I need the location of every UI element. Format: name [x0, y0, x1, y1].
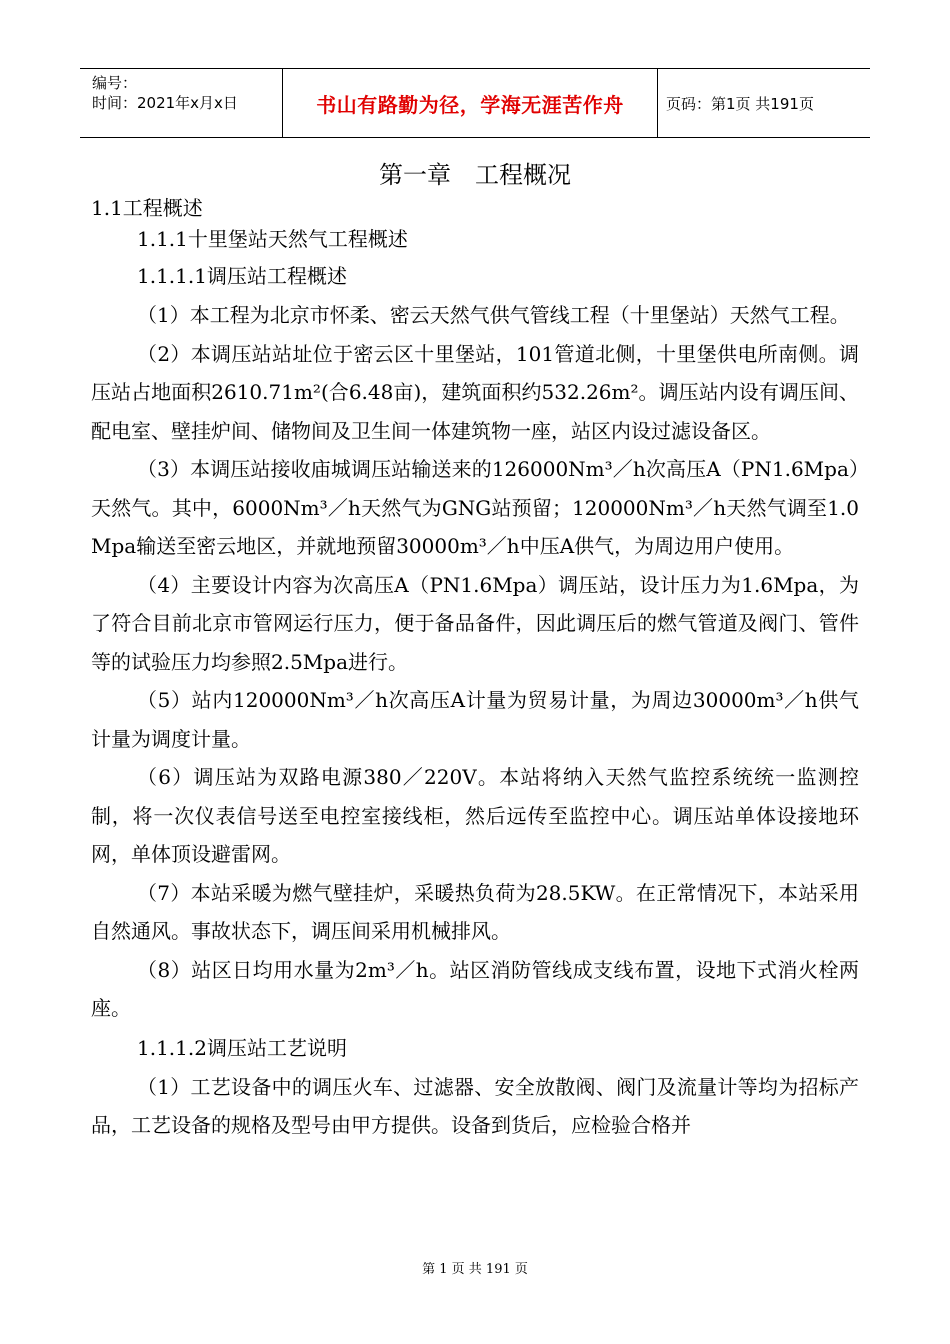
- paragraph: （5）站内120000Nm³／h次高压A计量为贸易计量，为周边30000m³／h供气计量为调度计量。: [91, 688, 859, 751]
- paragraph: （1）本工程为北京市怀柔、密云天然气供气管线工程（十里堡站）天然气工程。: [137, 303, 850, 327]
- document-body: [91, 156, 859, 1145]
- paragraph: （7）本站采暖为燃气壁挂炉，采暖热负荷为28.5KW。在正常情况下，本站采用自然通风。事故状态下，调压间采用机械排风。: [91, 880, 859, 943]
- paragraph: （8）站区日均用水量为2m³／h。站区消防管线成支线布置，设地下式消火栓两座。: [91, 957, 859, 1020]
- header-meta: [80, 69, 282, 137]
- section-heading-1-1: 1.1工程概述: [91, 196, 203, 220]
- number-label: 编号：: [92, 74, 138, 92]
- paragraph: （2）本调压站站址位于密云区十里堡站，101管道北侧，十里堡供电所南侧。调压站占地面积2610.71m²(合6.48亩)，建筑面积约532.26m²。调压站内设有调压间、配电室、壁挂炉间、储物间及卫生间一体建筑物一座，站区内设过滤设备区。: [91, 341, 859, 443]
- header-page-info: 页码：第1页 共191页: [666, 94, 814, 113]
- time-label: 时间：2021年x月x日: [92, 94, 238, 112]
- paragraph: （3）本调压站接收庙城调压站输送来的126000Nm³／h次高压A（PN1.6Mpa）天然气。其中，6000Nm³／h天然气为GNG站预留；120000Nm³／h天然气调至1.0 Mpa输送至密云地区，并就地预留30000m³／h中压A供气，为周边用户使用。: [91, 457, 859, 558]
- page-footer: 第 1 页 共 191 页: [422, 1262, 528, 1277]
- section-heading-1-1-1-2: 1.1.1.2调压站工艺说明: [137, 1035, 347, 1060]
- section-heading-1-1-1-1: 1.1.1.1调压站工程概述: [137, 264, 347, 288]
- paragraph: （6）调压站为双路电源380／220V。本站将纳入天然气监控系统统一监测控制，将一次仪表信号送至电控室接线柜，然后远传至监控中心。调压站单体设接地环网，单体顶设避雷网。: [91, 765, 859, 866]
- section-heading-1-1-1: 1.1.1十里堡站天然气工程概述: [137, 227, 408, 251]
- paragraph: （1）工艺设备中的调压火车、过滤器、安全放散阀、阀门及流量计等均为招标产品，工艺设备的规格及型号由甲方提供。设备到货后，应检验合格并: [91, 1074, 859, 1137]
- paragraph: （4）主要设计内容为次高压A（PN1.6Mpa）调压站，设计压力为1.6Mpa，为了符合目前北京市管网运行压力，便于备品备件，因此调压后的燃气管道及阀门、管件等的试验压力均参照2.5Mpa进行。: [91, 572, 859, 674]
- chapter-title: 第一章 工程概况: [379, 161, 571, 189]
- page-header: [80, 68, 870, 138]
- header-motto: 书山有路勤为径，学海无涯苦作舟: [282, 69, 658, 137]
